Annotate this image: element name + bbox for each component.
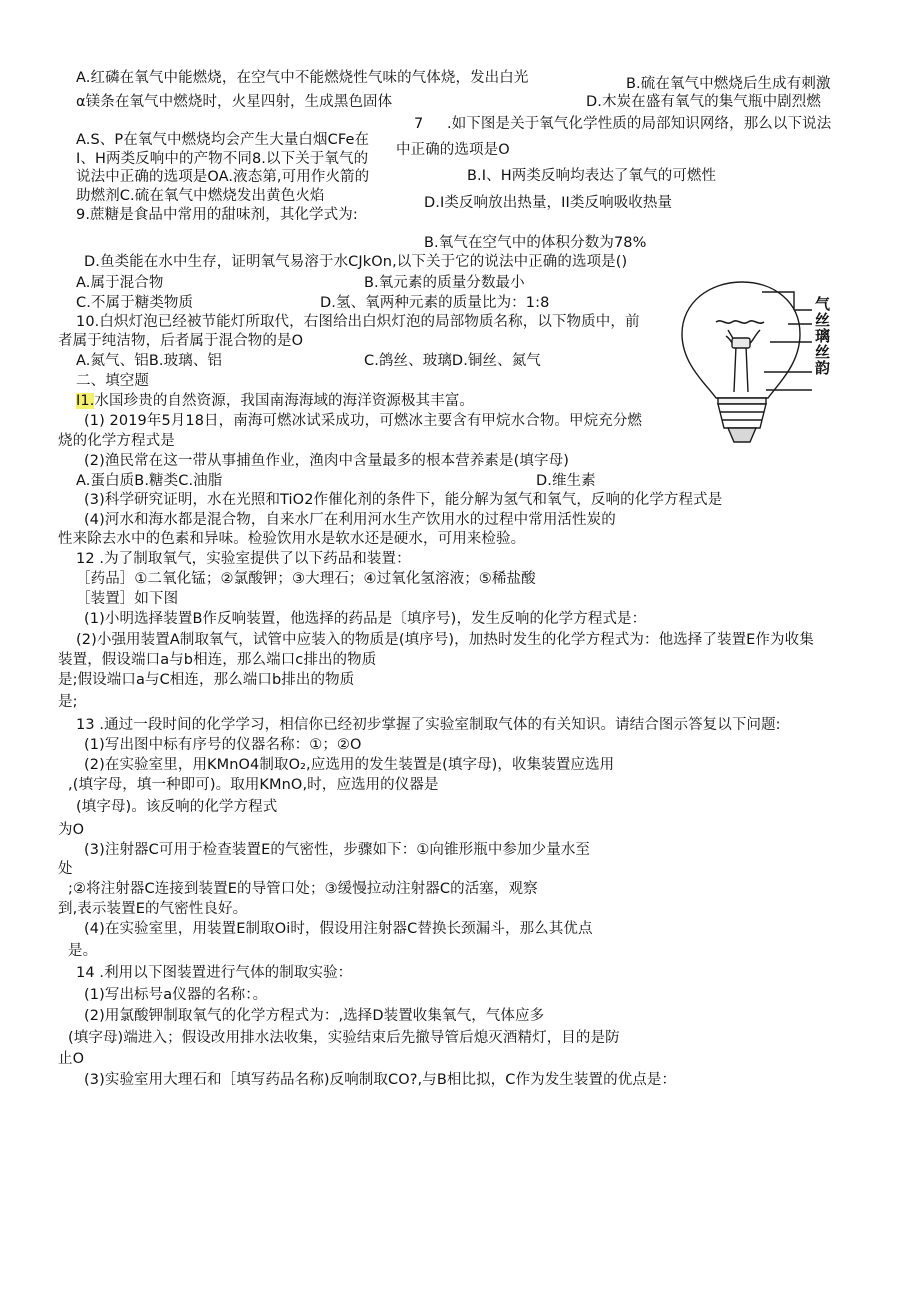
question-11-text: 水国珍贵的自然资源，我国南海海域的海洋资源极其丰富。 xyxy=(94,393,475,409)
q13-part-2-cont: ,(填字母，填一种即可)。取用KMnO,时，应选用的仪器是 xyxy=(68,777,439,793)
question-9-text: 9.蔗糖是食品中常用的甜味剂，其化学式为: xyxy=(76,207,358,223)
q11-part-1-cont: 烧的化学方程式是 xyxy=(58,433,175,449)
option-b-sulfur: B.硫在氧气中燃烧后生成有刺激 xyxy=(626,76,831,92)
question-10-text: 10.白炽灯泡已经被节能灯所取代，右图给出白炽灯泡的局部物质名称，以下物质中，前 xyxy=(76,314,640,330)
q13-part-4-end: 是。 xyxy=(68,943,98,959)
option-a-red-phosphorus: A.红磷在氧气中能燃烧，在空气中不能燃烧性气味的气体烧，发出白光 xyxy=(76,70,529,86)
question-10-text-cont: 者属于纯洁物，后者属于混合物的是O xyxy=(58,333,304,349)
question-7-number: 7 xyxy=(414,116,424,132)
question-13-text: 13 .通过一段时间的化学学习，相信你已经初步掌握了实验室制取气体的有关知识。请结合图示答复以下问题: xyxy=(76,717,781,733)
bulb-label-3: 璃 xyxy=(815,327,831,345)
q11-part-2: (2)渔民常在这一带从事捕鱼作业，渔肉中含量最多的根本营养素是(填字母) xyxy=(84,453,569,469)
q8-option-c: 助燃剂C.硫在氧气中燃烧发出黄色火焰 xyxy=(76,188,325,204)
q12-part-2: (2)小强用装置A制取氧气，试管中应装入的物质是(填序号)，加热时发生的化学方程式为：他选择了装置E作为收集 xyxy=(76,632,814,648)
q13-part-3: (3)注射器C可用于检查装置E的气密性，步骤如下：①向锥形瓶中参加少量水至 xyxy=(84,842,591,858)
q11-part-3: (3)科学研究证明，水在光照和TiO2作催化剂的条件下，能分解为氢气和氧气，反响的化学方程式是 xyxy=(84,492,723,508)
q7-option-b: B.I、H两类反响均表达了氧气的可燃性 xyxy=(467,168,717,184)
bulb-label-5: 韵 xyxy=(815,359,831,377)
q7-option-c-and-q8: I、H两类反响中的产物不同8.以下关于氧气的 xyxy=(76,151,369,167)
q11-part-2-option-d: D.维生素 xyxy=(536,473,596,489)
bulb-label-2: 丝 xyxy=(815,311,831,329)
question-11-line xyxy=(76,391,474,411)
q7-option-d: D.I类反响放出热量，II类反响吸收热量 xyxy=(424,195,673,211)
q12-part-2-cont: 装置，假设端口a与b相连，那么端口c排出的物质 xyxy=(58,652,377,668)
question-7-prompt-end: 中正确的选项是O xyxy=(396,142,510,158)
q8-option-b: B.氧气在空气中的体积分数为78% xyxy=(424,235,647,251)
option-c-magnesium: α镁条在氧气中燃烧时，火星四射，生成黑色固体 xyxy=(76,94,393,110)
q13-part-2-end: 为O xyxy=(58,822,85,838)
q11-part-2-options-abc: A.蛋白质B.糖类C.油脂 xyxy=(76,473,223,489)
q12-part-2-end: 是; xyxy=(58,694,78,710)
q13-part-4: (4)在实验室里，用装置E制取Oi时，假设用注射器C替换长颈漏斗，那么其优点 xyxy=(84,921,593,937)
q12-part-2-cont-2: 是;假设端口a与C相连，那么端口b排出的物质 xyxy=(58,672,355,688)
q13-part-3-cont-2: ;②将注射器C连接到装置E的导管口处；③缓慢拉动注射器C的活塞，观察 xyxy=(68,881,538,897)
q12-part-1: (1)小明选择装置B作反响装置，他选择的药品是〔填序号)，发生反响的化学方程式是： xyxy=(84,611,647,627)
question-7-text: .如下图是关于氧气化学性质的局部知识网络，那么以下说法 xyxy=(447,116,832,132)
q9-option-b: B.氧元素的质量分数最小 xyxy=(364,275,525,291)
q12-reagents: ［药品］①二氧化锰；②氯酸钾；③大理石；④过氧化氢溶液；⑤稀盐酸 xyxy=(76,571,536,587)
bulb-label-4: 丝 xyxy=(815,343,831,361)
q11-part-4: (4)河水和海水都是混合物，自来水厂在利用河水生产饮用水的过程中常用活性炭的 xyxy=(84,512,616,528)
q14-part-2-cont: (填字母)端进入；假设改用排水法收集，实验结束后先撤导管后熄灭酒精灯，目的是防 xyxy=(68,1030,620,1046)
q14-part-2: (2)用氯酸钾制取氧气的化学方程式为：,选择D装置收集氧气，气体应多 xyxy=(84,1008,545,1024)
q8-prompt-and-option-a: 说法中正确的选项是OA.液态第,可用作火箭的 xyxy=(76,169,370,185)
q13-part-3-cont: 处 xyxy=(58,861,73,877)
bulb-label-1: 气 xyxy=(815,295,831,313)
q13-part-2: (2)在实验室里，用KMnO4制取O₂,应选用的发生装置是(填字母)，收集装置应选用 xyxy=(84,757,615,773)
bulb-stem xyxy=(732,338,750,348)
q10-options-ab: A.氮气、铝B.玻璃、铝 xyxy=(76,353,223,369)
q9-option-c: C.不属于糖类物质 xyxy=(76,295,194,311)
bulb-neck xyxy=(718,398,766,404)
q9-option-d: D.氢、氧两种元素的质量比为：1:8 xyxy=(320,295,550,311)
q13-part-1: (1)写出图中标有序号的仪器名称：①；②O xyxy=(84,737,362,753)
q14-part-3: (3)实验室用大理石和［填写药品名称)反响制取CO?,与B相比拟，C作为发生装置的优点是： xyxy=(84,1072,677,1088)
q7-option-a: A.S、P在氧气中燃烧均会产生大量白烟CFe在 xyxy=(76,132,370,148)
q13-part-2-cont-2: (填字母)。该反响的化学方程式 xyxy=(76,799,278,815)
q12-apparatus: ［装置］如下图 xyxy=(76,591,179,607)
question-12-text: 12 .为了制取氧气，实验室提供了以下药品和装置： xyxy=(76,551,411,567)
q11-part-1: (1) 2019年5月18日，南海可燃冰试采成功，可燃冰主要含有甲烷水合物。甲烷充分燃 xyxy=(84,413,643,429)
q14-part-1: (1)写出标号a仪器的名称：。 xyxy=(84,987,268,1003)
q14-part-2-end: 止O xyxy=(58,1051,85,1067)
section-fill-in-title: 二、填空题 xyxy=(76,373,149,389)
bulb-contact xyxy=(728,428,756,442)
option-d-charcoal: D.木炭在盛有氧气的集气瓶中剧烈燃 xyxy=(586,94,821,110)
q11-part-4-cont: 性来除去水中的色素和异味。检验饮用水是软水还是硬水，可用来检验。 xyxy=(58,531,526,547)
bulb-screw-base xyxy=(718,404,766,428)
question-14-text: 14 .利用以下图装置进行气体的制取实验： xyxy=(76,965,353,981)
question-11-number: I1. xyxy=(76,393,95,409)
q13-part-3-end: 到,表示装置E的气密性良好。 xyxy=(58,901,248,917)
q9-option-a: A.属于混合物 xyxy=(76,275,164,291)
q10-options-cd: C.鸽丝、玻璃D.铜丝、氮气 xyxy=(364,353,541,369)
q8-option-d-and-q9-prompt: D.鱼类能在水中生存，证明氧气易溶于水CJkOn,以下关于它的说法中正确的选项是() xyxy=(84,254,628,270)
